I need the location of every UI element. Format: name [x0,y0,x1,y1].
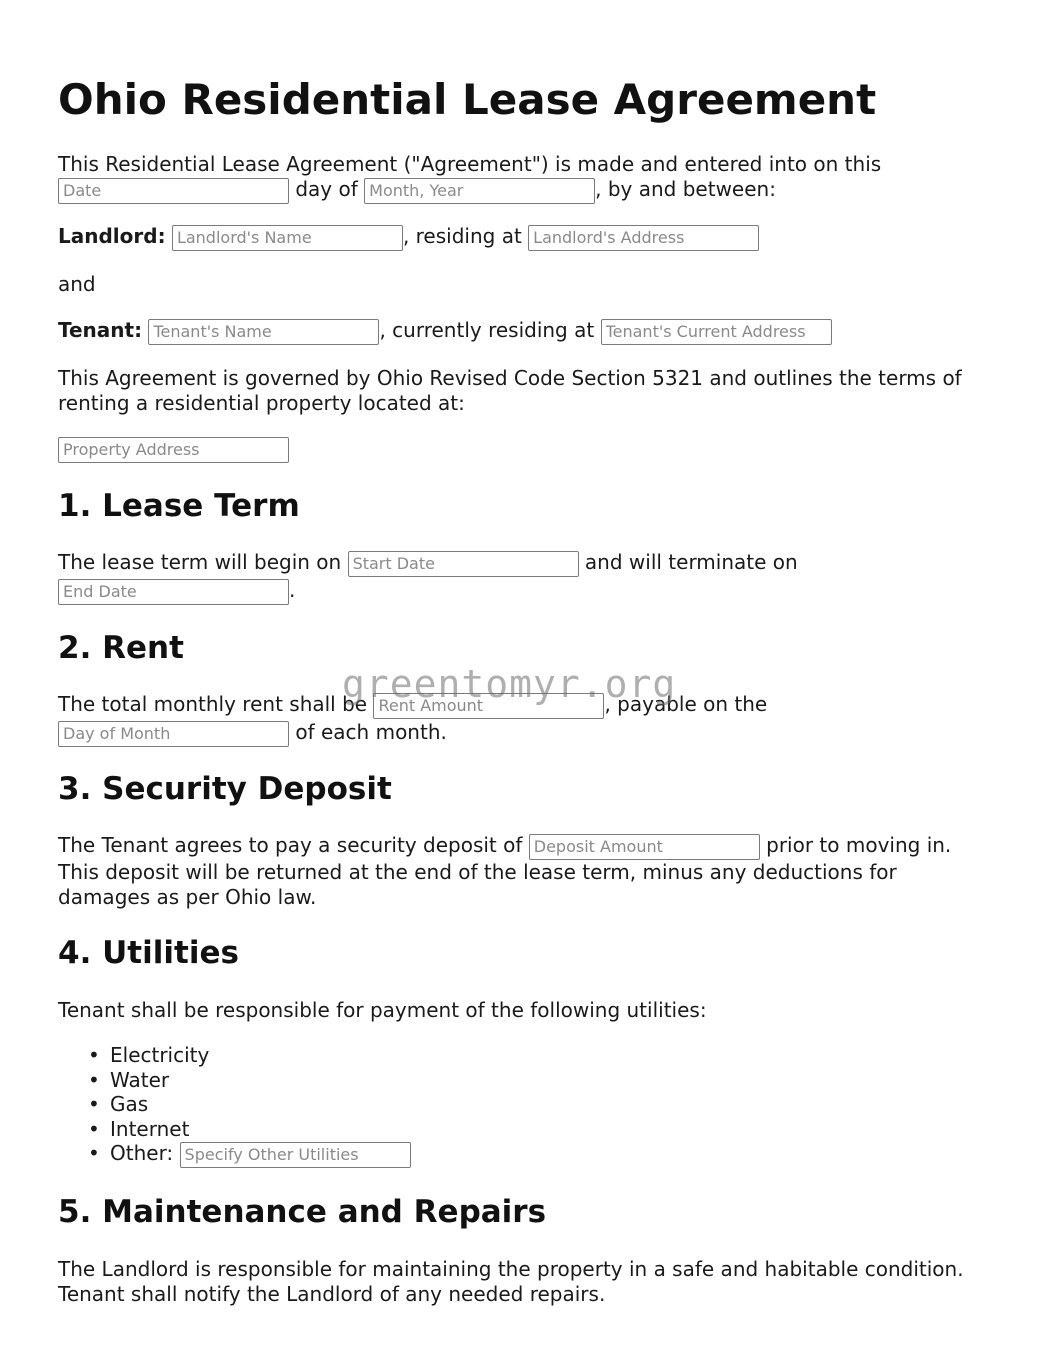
rent-line-1 [58,692,1008,717]
currently-residing-text: , currently residing at [379,318,595,342]
tenant-name-input[interactable] [148,319,379,345]
deposit-amount-input[interactable] [529,834,760,860]
other-utilities-input[interactable] [180,1142,411,1168]
maintenance-line-1: The Landlord is responsible for maintaining the property in a safe and habitable condition. [58,1257,964,1281]
deposit-line-2: This deposit will be returned at the end of the lease term, minus any deductions for [58,860,897,884]
lease-term-paragraph [58,550,1008,603]
residing-at-text: , residing at [402,224,522,248]
utilities-intro-text: Tenant shall be responsible for payment of the following utilities: [58,998,707,1022]
list-item [88,1067,411,1093]
utility-other-label: Other: [110,1141,174,1165]
end-date-input[interactable] [58,579,289,605]
property-address-line [58,436,1008,461]
intro-line-2 [58,177,1008,202]
utility-internet: Internet [110,1116,190,1141]
month-year-input[interactable] [364,178,595,204]
watermark-text: greentomyr.org [342,662,677,706]
landlord-label: Landlord: [58,224,166,248]
tenant-address-input[interactable] [601,319,832,345]
utility-gas: Gas [110,1092,149,1116]
intro-line-1: This Residential Lease Agreement ("Agreement") is made and entered into on this [58,152,882,176]
date-input[interactable] [58,178,289,204]
governed-line-2: renting a residential property located at: [58,391,465,415]
utilities-intro [58,998,1008,1023]
lease-begin-text: The lease term will begin on [58,550,342,574]
lease-term-period: . [289,578,296,602]
landlord-paragraph [58,224,1008,249]
deposit-line-3: damages as per Ohio law. [58,885,317,909]
bullet-icon: • [88,1141,100,1165]
deposit-paragraph [58,833,1008,910]
tenant-paragraph [58,318,1008,343]
landlord-address-input[interactable] [528,225,759,251]
property-address-input[interactable] [58,437,289,463]
rent-paragraph [58,692,1008,745]
rent-line-2 [58,720,1008,745]
maintenance-heading: 5. Maintenance and Repairs [58,1194,547,1230]
list-item [88,1092,411,1117]
payable-text: , payable on the [604,692,768,716]
landlord-line [58,224,1008,249]
utility-electricity: Electricity [110,1043,210,1067]
bullet-icon: • [88,1092,100,1116]
lease-term-line-2 [58,578,1008,603]
utilities-heading: 4. Utilities [58,935,239,971]
rent-heading: 2. Rent [58,630,184,666]
utilities-list [58,1043,411,1166]
rent-day-input[interactable] [58,721,289,747]
bullet-icon: • [88,1043,100,1067]
prior-to-moving-text: prior to moving in. [766,833,952,857]
property-address-row [58,436,1008,461]
maintenance-line-2: Tenant shall notify the Landlord of any needed repairs. [58,1282,606,1306]
by-and-between-text: , by and between: [595,177,776,201]
bullet-icon: • [88,1116,100,1141]
rent-text: The total monthly rent shall be [58,692,368,716]
lease-terminate-text: and will terminate on [584,550,798,574]
and-paragraph [58,272,1008,297]
intro-paragraph [58,152,1008,202]
utility-water: Water [110,1067,170,1092]
tenant-line [58,318,1008,343]
rent-amount-input[interactable] [373,693,604,719]
list-item [88,1141,411,1166]
governed-paragraph [58,366,1008,416]
lease-term-line-1 [58,550,1008,575]
page-title: Ohio Residential Lease Agreement [58,75,877,124]
bullet-icon: • [88,1067,100,1092]
governed-line-1: This Agreement is governed by Ohio Revised Code Section 5321 and outlines the terms of [58,366,962,390]
list-item [88,1116,411,1142]
deposit-text: The Tenant agrees to pay a security deposit of [58,833,523,857]
lease-term-heading: 1. Lease Term [58,488,300,524]
day-of-text: day of [295,177,358,201]
list-item [88,1043,411,1068]
maintenance-paragraph [58,1257,1008,1307]
landlord-name-input[interactable] [172,225,403,251]
security-deposit-heading: 3. Security Deposit [58,771,392,807]
tenant-label: Tenant: [58,318,143,342]
each-month-text: of each month. [295,720,447,744]
deposit-line-1 [58,833,1008,858]
start-date-input[interactable] [348,551,579,577]
and-text: and [58,272,96,296]
